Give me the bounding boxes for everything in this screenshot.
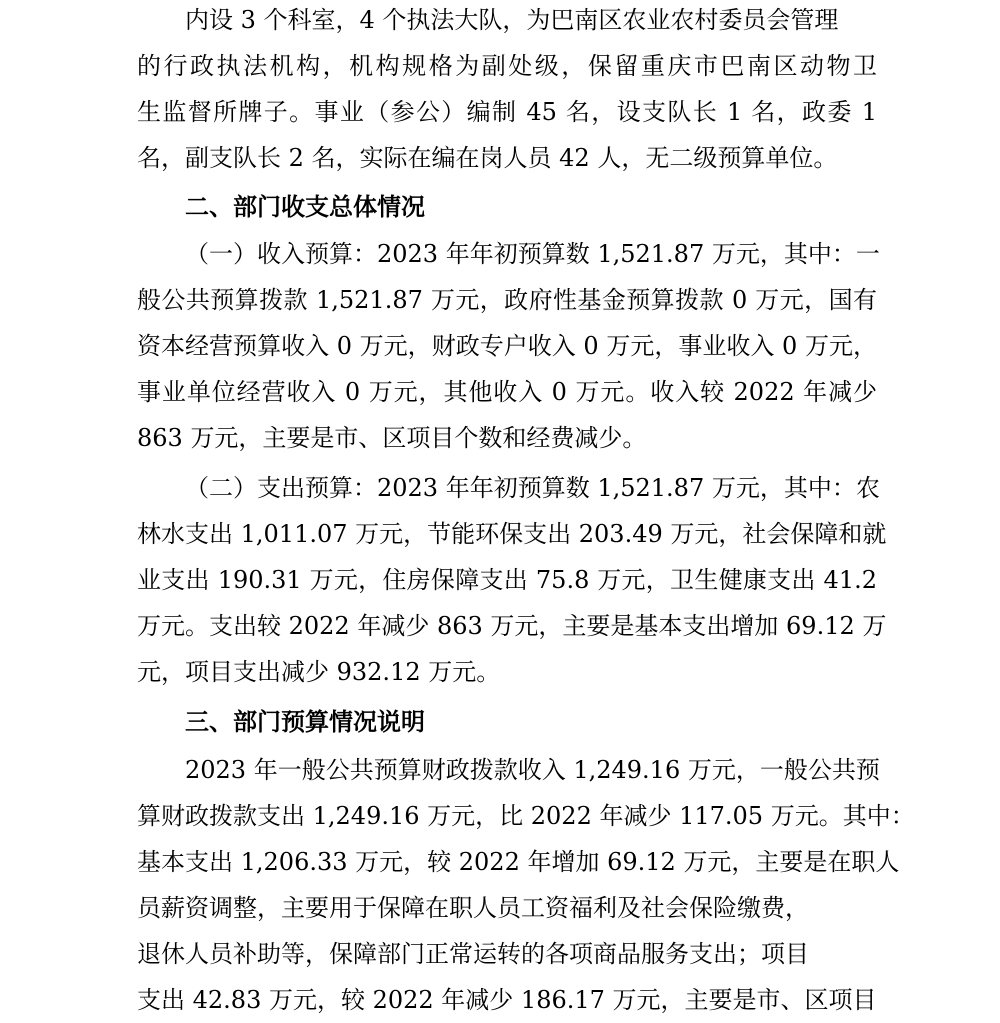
paragraph-line: 支出 42.83 万元，较 2022 年减少 186.17 万元，主要是市、区项目 xyxy=(137,986,877,1014)
paragraph-line: 林水支出 1,011.07 万元，节能环保支出 203.49 万元，社会保障和就 xyxy=(137,520,887,548)
section-heading-2: 二、部门收支总体情况 xyxy=(185,192,425,221)
paragraph-line: 2023 年一般公共预算财政拨款收入 1,249.16 万元，一般公共预 xyxy=(185,756,880,784)
paragraph-line: 算财政拨款支出 1,249.16 万元，比 2022 年减少 117.05 万元。其中： xyxy=(137,802,915,830)
paragraph-line: 退休人员补助等，保障部门正常运转的各项商品服务支出；项目 xyxy=(137,940,809,968)
paragraph-line: （二）支出预算：2023 年年初预算数 1,521.87 万元，其中：农 xyxy=(185,474,880,502)
paragraph-line: 863 万元，主要是市、区项目个数和经费减少。 xyxy=(137,424,647,452)
paragraph-line: 般公共预算拨款 1,521.87 万元，政府性基金预算拨款 0 万元，国有 xyxy=(137,286,877,314)
paragraph-line: 名，副支队长 2 名，实际在编在岗人员 42 人，无二级预算单位。 xyxy=(137,144,838,172)
paragraph-line: 元，项目支出减少 932.12 万元。 xyxy=(137,658,501,686)
paragraph-line: 事业单位经营收入 0 万元，其他收入 0 万元。收入较 2022 年减少 xyxy=(137,378,877,406)
paragraph-line: 员薪资调整，主要用于保障在职人员工资福利及社会保险缴费， xyxy=(137,894,809,922)
section-heading-3: 三、部门预算情况说明 xyxy=(185,707,425,736)
paragraph-line: 基本支出 1,206.33 万元，较 2022 年增加 69.12 万元，主要是在职人 xyxy=(137,848,900,876)
paragraph-line: 内设 3 个科室，4 个执法大队，为巴南区农业农村委员会管理 xyxy=(185,6,839,34)
paragraph-line: 业支出 190.31 万元，住房保障支出 75.8 万元，卫生健康支出 41.2 xyxy=(137,566,877,594)
paragraph-line: 的行政执法机构，机构规格为副处级，保留重庆市巴南区动物卫 xyxy=(137,52,877,80)
paragraph-line: 资本经营预算收入 0 万元，财政专户收入 0 万元，事业收入 0 万元， xyxy=(137,332,877,360)
paragraph-line: （一）收入预算：2023 年年初预算数 1,521.87 万元，其中：一 xyxy=(185,240,880,268)
paragraph-line: 万元。支出较 2022 年减少 863 万元，主要是基本支出增加 69.12 万 xyxy=(137,612,887,640)
paragraph-line: 生监督所牌子。事业（参公）编制 45 名，设支队长 1 名，政委 1 xyxy=(137,98,877,126)
